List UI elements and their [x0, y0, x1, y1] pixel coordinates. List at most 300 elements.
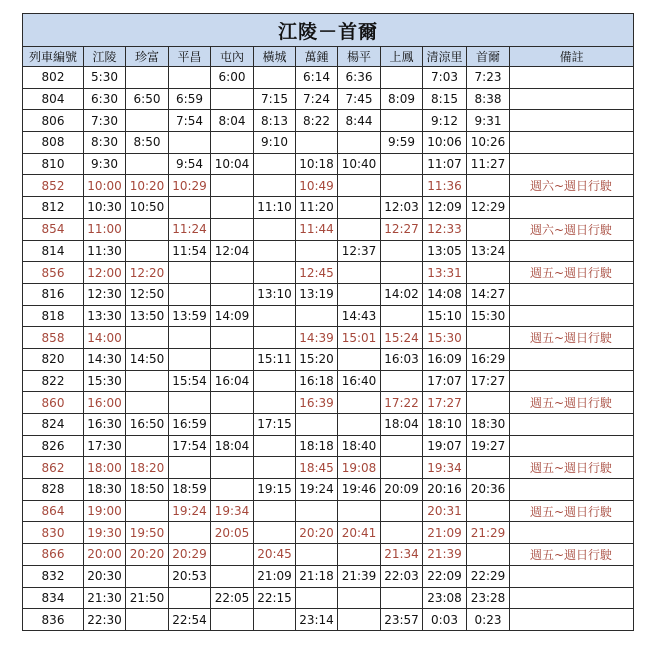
- time-cell: 11:00: [84, 218, 126, 240]
- time-cell: 8:30: [84, 132, 126, 154]
- time-cell: 14:50: [126, 348, 169, 370]
- time-cell: [338, 414, 381, 436]
- time-cell: [467, 175, 510, 197]
- time-cell: 7:45: [338, 88, 381, 110]
- time-cell: 17:27: [423, 392, 467, 414]
- time-cell: [296, 240, 338, 262]
- time-cell: 12:29: [467, 197, 510, 219]
- time-cell: 18:18: [296, 435, 338, 457]
- note-cell: 週五~週日行駛: [510, 500, 634, 522]
- column-header: 上鳳: [381, 47, 423, 67]
- time-cell: 13:10: [254, 283, 296, 305]
- time-cell: 22:54: [169, 609, 211, 631]
- time-cell: [126, 240, 169, 262]
- time-cell: 0:23: [467, 609, 510, 631]
- time-cell: 12:04: [211, 240, 254, 262]
- time-cell: [296, 544, 338, 566]
- time-cell: 17:54: [169, 435, 211, 457]
- time-cell: [254, 327, 296, 349]
- time-cell: 19:08: [338, 457, 381, 479]
- time-cell: [381, 305, 423, 327]
- time-cell: 15:10: [423, 305, 467, 327]
- timetable: [22, 13, 634, 631]
- time-cell: [211, 479, 254, 501]
- time-cell: 9:59: [381, 132, 423, 154]
- time-cell: 19:27: [467, 435, 510, 457]
- train-number-cell: 828: [23, 479, 84, 501]
- note-cell: 週五~週日行駛: [510, 544, 634, 566]
- time-cell: [296, 414, 338, 436]
- time-cell: [169, 522, 211, 544]
- time-cell: 18:30: [84, 479, 126, 501]
- time-cell: 18:45: [296, 457, 338, 479]
- time-cell: 19:50: [126, 522, 169, 544]
- time-cell: 8:50: [126, 132, 169, 154]
- time-cell: [211, 283, 254, 305]
- time-cell: [338, 262, 381, 284]
- time-cell: 10:29: [169, 175, 211, 197]
- time-cell: 0:03: [423, 609, 467, 631]
- table-row: [23, 587, 634, 609]
- time-cell: [338, 218, 381, 240]
- column-header: 萬鍾: [296, 47, 338, 67]
- note-cell: [510, 587, 634, 609]
- time-cell: [169, 132, 211, 154]
- time-cell: 7:54: [169, 110, 211, 132]
- time-cell: 17:22: [381, 392, 423, 414]
- time-cell: 15:30: [84, 370, 126, 392]
- time-cell: 12:50: [126, 283, 169, 305]
- time-cell: [254, 457, 296, 479]
- time-cell: [296, 305, 338, 327]
- time-cell: 20:53: [169, 565, 211, 587]
- time-cell: 6:36: [338, 67, 381, 89]
- table-row: [23, 262, 634, 284]
- time-cell: 22:05: [211, 587, 254, 609]
- time-cell: 11:54: [169, 240, 211, 262]
- time-cell: [126, 67, 169, 89]
- time-cell: [338, 132, 381, 154]
- time-cell: [211, 392, 254, 414]
- time-cell: 6:30: [84, 88, 126, 110]
- time-cell: 12:37: [338, 240, 381, 262]
- time-cell: [169, 457, 211, 479]
- note-cell: [510, 522, 634, 544]
- table-row: [23, 88, 634, 110]
- time-cell: 20:30: [84, 565, 126, 587]
- time-cell: [381, 240, 423, 262]
- table-row: [23, 479, 634, 501]
- time-cell: 22:15: [254, 587, 296, 609]
- page-title: 江陵－首爾: [23, 14, 634, 47]
- table-row: [23, 283, 634, 305]
- column-header: 備註: [510, 47, 634, 67]
- time-cell: 21:39: [423, 544, 467, 566]
- time-cell: [381, 587, 423, 609]
- table-row: [23, 197, 634, 219]
- time-cell: 14:43: [338, 305, 381, 327]
- column-header: 平昌: [169, 47, 211, 67]
- time-cell: 15:20: [296, 348, 338, 370]
- time-cell: 11:36: [423, 175, 467, 197]
- time-cell: [169, 283, 211, 305]
- time-cell: 8:38: [467, 88, 510, 110]
- time-cell: [296, 587, 338, 609]
- timetable-container: [22, 13, 633, 631]
- time-cell: 14:09: [211, 305, 254, 327]
- train-number-cell: 852: [23, 175, 84, 197]
- time-cell: 17:27: [467, 370, 510, 392]
- time-cell: 16:09: [423, 348, 467, 370]
- time-cell: [211, 609, 254, 631]
- time-cell: [467, 392, 510, 414]
- time-cell: 20:20: [296, 522, 338, 544]
- time-cell: 12:33: [423, 218, 467, 240]
- time-cell: 21:50: [126, 587, 169, 609]
- time-cell: 20:00: [84, 544, 126, 566]
- time-cell: 15:30: [467, 305, 510, 327]
- time-cell: 11:10: [254, 197, 296, 219]
- train-number-cell: 802: [23, 67, 84, 89]
- time-cell: [338, 392, 381, 414]
- table-row: [23, 392, 634, 414]
- time-cell: 20:41: [338, 522, 381, 544]
- time-cell: [467, 457, 510, 479]
- note-cell: [510, 132, 634, 154]
- note-cell: [510, 197, 634, 219]
- time-cell: 18:04: [211, 435, 254, 457]
- time-cell: 17:30: [84, 435, 126, 457]
- time-cell: 14:02: [381, 283, 423, 305]
- table-row: [23, 414, 634, 436]
- time-cell: [211, 132, 254, 154]
- note-cell: 週五~週日行駛: [510, 392, 634, 414]
- time-cell: [211, 544, 254, 566]
- time-cell: [169, 67, 211, 89]
- time-cell: [169, 587, 211, 609]
- train-number-cell: 832: [23, 565, 84, 587]
- time-cell: 11:44: [296, 218, 338, 240]
- note-cell: 週五~週日行駛: [510, 327, 634, 349]
- time-cell: 10:20: [126, 175, 169, 197]
- column-header: 清涼里: [423, 47, 467, 67]
- time-cell: [338, 348, 381, 370]
- time-cell: [254, 609, 296, 631]
- time-cell: 10:06: [423, 132, 467, 154]
- time-cell: 20:45: [254, 544, 296, 566]
- time-cell: 19:30: [84, 522, 126, 544]
- time-cell: [169, 327, 211, 349]
- note-cell: [510, 609, 634, 631]
- time-cell: 12:00: [84, 262, 126, 284]
- time-cell: 16:04: [211, 370, 254, 392]
- train-number-cell: 812: [23, 197, 84, 219]
- table-row: [23, 348, 634, 370]
- note-cell: [510, 370, 634, 392]
- time-cell: 11:24: [169, 218, 211, 240]
- time-cell: 14:27: [467, 283, 510, 305]
- time-cell: [254, 500, 296, 522]
- table-row: [23, 240, 634, 262]
- time-cell: 10:18: [296, 153, 338, 175]
- time-cell: [467, 327, 510, 349]
- time-cell: 22:03: [381, 565, 423, 587]
- note-cell: [510, 240, 634, 262]
- time-cell: [126, 370, 169, 392]
- time-cell: 18:20: [126, 457, 169, 479]
- time-cell: 10:49: [296, 175, 338, 197]
- time-cell: 19:24: [296, 479, 338, 501]
- note-cell: [510, 435, 634, 457]
- table-row: [23, 500, 634, 522]
- time-cell: [169, 262, 211, 284]
- time-cell: 15:30: [423, 327, 467, 349]
- time-cell: [381, 457, 423, 479]
- note-cell: 週六~週日行駛: [510, 175, 634, 197]
- time-cell: [254, 262, 296, 284]
- time-cell: 10:04: [211, 153, 254, 175]
- time-cell: 13:50: [126, 305, 169, 327]
- time-cell: 6:59: [169, 88, 211, 110]
- time-cell: 15:54: [169, 370, 211, 392]
- time-cell: 23:28: [467, 587, 510, 609]
- time-cell: [338, 197, 381, 219]
- time-cell: 16:59: [169, 414, 211, 436]
- time-cell: 17:15: [254, 414, 296, 436]
- time-cell: [381, 435, 423, 457]
- time-cell: 18:10: [423, 414, 467, 436]
- table-row: [23, 457, 634, 479]
- time-cell: 7:24: [296, 88, 338, 110]
- column-header: 橫城: [254, 47, 296, 67]
- time-cell: 16:18: [296, 370, 338, 392]
- time-cell: 13:31: [423, 262, 467, 284]
- table-row: [23, 153, 634, 175]
- time-cell: [254, 370, 296, 392]
- time-cell: [126, 110, 169, 132]
- time-cell: [338, 175, 381, 197]
- time-cell: [254, 305, 296, 327]
- time-cell: 10:50: [126, 197, 169, 219]
- time-cell: 20:29: [169, 544, 211, 566]
- column-header: 首爾: [467, 47, 510, 67]
- time-cell: 12:45: [296, 262, 338, 284]
- time-cell: 9:12: [423, 110, 467, 132]
- time-cell: 18:00: [84, 457, 126, 479]
- note-cell: [510, 67, 634, 89]
- time-cell: 7:15: [254, 88, 296, 110]
- time-cell: 13:24: [467, 240, 510, 262]
- time-cell: [381, 67, 423, 89]
- note-cell: [510, 153, 634, 175]
- time-cell: 8:15: [423, 88, 467, 110]
- time-cell: [254, 240, 296, 262]
- time-cell: 10:40: [338, 153, 381, 175]
- time-cell: 23:08: [423, 587, 467, 609]
- table-row: [23, 67, 634, 89]
- time-cell: [254, 435, 296, 457]
- time-cell: 16:03: [381, 348, 423, 370]
- time-cell: 13:05: [423, 240, 467, 262]
- time-cell: [169, 392, 211, 414]
- time-cell: 20:36: [467, 479, 510, 501]
- time-cell: 16:00: [84, 392, 126, 414]
- note-cell: 週六~週日行駛: [510, 218, 634, 240]
- time-cell: 11:20: [296, 197, 338, 219]
- time-cell: 16:29: [467, 348, 510, 370]
- time-cell: [126, 435, 169, 457]
- time-cell: 12:27: [381, 218, 423, 240]
- train-number-cell: 864: [23, 500, 84, 522]
- time-cell: 8:09: [381, 88, 423, 110]
- time-cell: 19:07: [423, 435, 467, 457]
- time-cell: 19:46: [338, 479, 381, 501]
- time-cell: [254, 218, 296, 240]
- train-number-cell: 862: [23, 457, 84, 479]
- column-header: 珍富: [126, 47, 169, 67]
- time-cell: 21:39: [338, 565, 381, 587]
- time-cell: [338, 500, 381, 522]
- time-cell: [381, 370, 423, 392]
- time-cell: [211, 565, 254, 587]
- time-cell: [467, 500, 510, 522]
- table-row: [23, 609, 634, 631]
- time-cell: 22:09: [423, 565, 467, 587]
- time-cell: 7:03: [423, 67, 467, 89]
- time-cell: [381, 500, 423, 522]
- time-cell: [296, 500, 338, 522]
- train-number-cell: 866: [23, 544, 84, 566]
- table-row: [23, 305, 634, 327]
- time-cell: 9:10: [254, 132, 296, 154]
- time-cell: 18:30: [467, 414, 510, 436]
- time-cell: 21:34: [381, 544, 423, 566]
- time-cell: 23:57: [381, 609, 423, 631]
- time-cell: [211, 348, 254, 370]
- time-cell: [211, 327, 254, 349]
- time-cell: 12:20: [126, 262, 169, 284]
- time-cell: 11:27: [467, 153, 510, 175]
- column-header: 列車編號: [23, 47, 84, 67]
- time-cell: [211, 457, 254, 479]
- time-cell: 13:30: [84, 305, 126, 327]
- time-cell: 18:04: [381, 414, 423, 436]
- time-cell: 11:07: [423, 153, 467, 175]
- time-cell: 16:40: [338, 370, 381, 392]
- time-cell: [126, 609, 169, 631]
- time-cell: [126, 500, 169, 522]
- time-cell: 6:00: [211, 67, 254, 89]
- time-cell: 13:59: [169, 305, 211, 327]
- time-cell: [296, 132, 338, 154]
- time-cell: 5:30: [84, 67, 126, 89]
- time-cell: 21:09: [423, 522, 467, 544]
- train-number-cell: 836: [23, 609, 84, 631]
- train-number-cell: 822: [23, 370, 84, 392]
- column-header: 屯內: [211, 47, 254, 67]
- time-cell: [467, 262, 510, 284]
- time-cell: [126, 153, 169, 175]
- time-cell: [126, 327, 169, 349]
- table-row: [23, 544, 634, 566]
- time-cell: 17:07: [423, 370, 467, 392]
- time-cell: 12:09: [423, 197, 467, 219]
- train-number-cell: 814: [23, 240, 84, 262]
- time-cell: [126, 218, 169, 240]
- train-number-cell: 806: [23, 110, 84, 132]
- train-number-cell: 858: [23, 327, 84, 349]
- time-cell: 20:20: [126, 544, 169, 566]
- time-cell: [467, 544, 510, 566]
- time-cell: [254, 67, 296, 89]
- time-cell: 8:04: [211, 110, 254, 132]
- time-cell: [338, 283, 381, 305]
- train-number-cell: 826: [23, 435, 84, 457]
- train-number-cell: 816: [23, 283, 84, 305]
- time-cell: 19:24: [169, 500, 211, 522]
- time-cell: 18:40: [338, 435, 381, 457]
- time-cell: 14:00: [84, 327, 126, 349]
- time-cell: [126, 392, 169, 414]
- time-cell: [254, 153, 296, 175]
- table-row: [23, 435, 634, 457]
- time-cell: [381, 175, 423, 197]
- time-cell: [126, 565, 169, 587]
- time-cell: [169, 197, 211, 219]
- time-cell: [169, 348, 211, 370]
- time-cell: 21:29: [467, 522, 510, 544]
- note-cell: [510, 88, 634, 110]
- time-cell: 20:31: [423, 500, 467, 522]
- time-cell: 20:05: [211, 522, 254, 544]
- time-cell: [381, 110, 423, 132]
- time-cell: 21:30: [84, 587, 126, 609]
- note-cell: [510, 565, 634, 587]
- note-cell: [510, 348, 634, 370]
- table-row: [23, 370, 634, 392]
- table-row: [23, 132, 634, 154]
- time-cell: 14:08: [423, 283, 467, 305]
- train-number-cell: 856: [23, 262, 84, 284]
- note-cell: 週五~週日行駛: [510, 262, 634, 284]
- time-cell: 16:50: [126, 414, 169, 436]
- time-cell: 21:09: [254, 565, 296, 587]
- time-cell: 15:01: [338, 327, 381, 349]
- time-cell: [211, 414, 254, 436]
- time-cell: 9:30: [84, 153, 126, 175]
- time-cell: [338, 544, 381, 566]
- time-cell: 14:30: [84, 348, 126, 370]
- time-cell: 23:14: [296, 609, 338, 631]
- time-cell: [381, 522, 423, 544]
- time-cell: [381, 153, 423, 175]
- time-cell: 15:24: [381, 327, 423, 349]
- train-number-cell: 818: [23, 305, 84, 327]
- time-cell: 11:30: [84, 240, 126, 262]
- time-cell: [211, 218, 254, 240]
- table-row: [23, 110, 634, 132]
- time-cell: 9:54: [169, 153, 211, 175]
- note-cell: 週五~週日行駛: [510, 457, 634, 479]
- time-cell: 19:00: [84, 500, 126, 522]
- train-number-cell: 854: [23, 218, 84, 240]
- time-cell: 12:03: [381, 197, 423, 219]
- time-cell: 10:00: [84, 175, 126, 197]
- table-row: [23, 175, 634, 197]
- train-number-cell: 824: [23, 414, 84, 436]
- table-row: [23, 327, 634, 349]
- time-cell: 20:16: [423, 479, 467, 501]
